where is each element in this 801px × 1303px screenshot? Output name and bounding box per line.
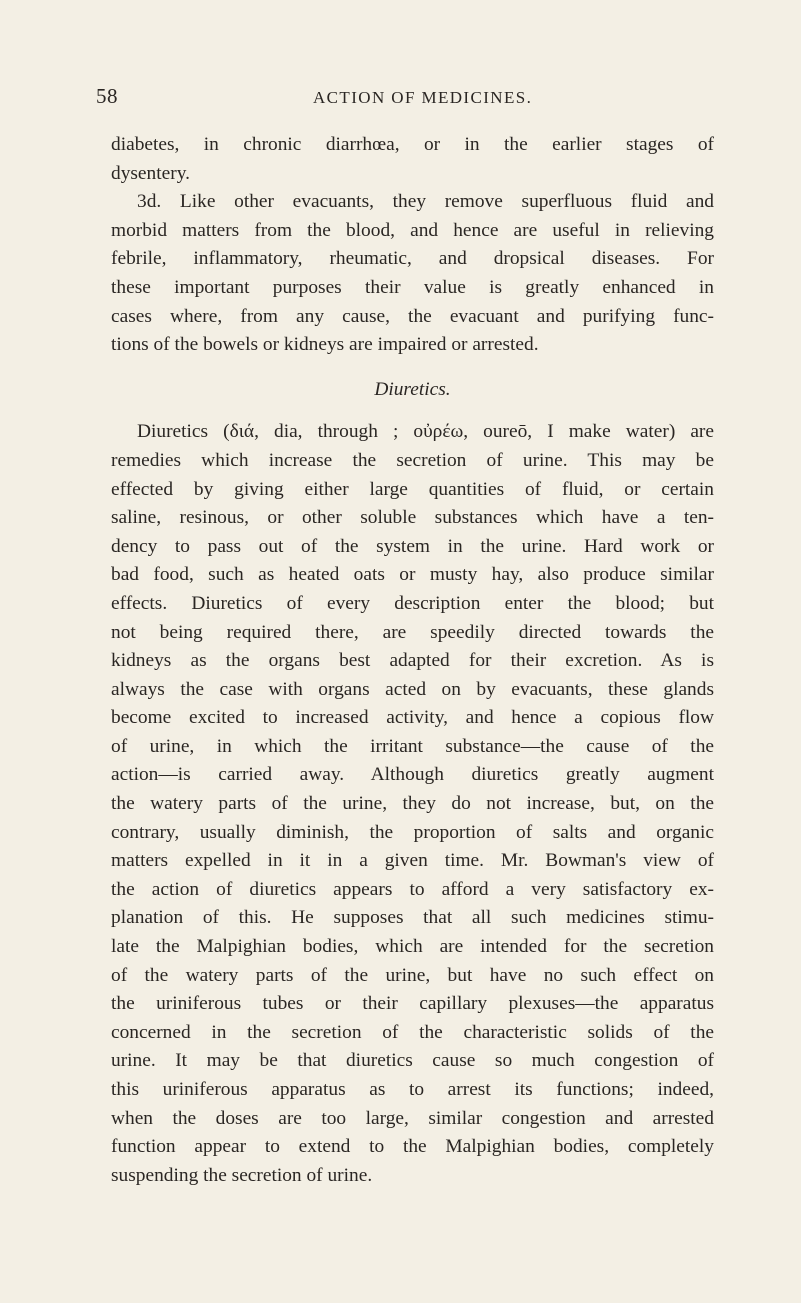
text-line: kidneys as the organs best adapted for their excretion. As is bbox=[111, 650, 714, 672]
text-line: cases where, from any cause, the evacuant and purifying func- bbox=[111, 305, 714, 327]
text-line: action—is carried away. Although diuretics greatly augment bbox=[111, 764, 714, 786]
text-line: suspending the secretion of urine. bbox=[111, 1164, 373, 1186]
text-line: of the watery parts of the urine, but have no such effect on bbox=[111, 964, 714, 986]
text-line: 3d. Like other evacuants, they remove superfluous fluid and bbox=[137, 191, 714, 213]
paragraph-diabetes-continuation bbox=[111, 131, 714, 188]
text-line: the action of diuretics appears to afford a very satisfactory ex- bbox=[111, 878, 714, 900]
text-line: febrile, inflammatory, rheumatic, and dropsical diseases. For bbox=[111, 248, 714, 270]
text-line: function appear to extend to the Malpighian bodies, completely bbox=[111, 1136, 714, 1158]
text-line: the uriniferous tubes or their capillary plexuses—the apparatus bbox=[111, 993, 714, 1015]
body-text bbox=[111, 131, 714, 1190]
section-heading: Diuretics. bbox=[374, 378, 451, 400]
text-line: these important purposes their value is greatly enhanced in bbox=[111, 276, 714, 298]
text-line: remedies which increase the secretion of urine. This may be bbox=[111, 449, 714, 471]
text-line: morbid matters from the blood, and hence are useful in relieving bbox=[111, 219, 714, 241]
text-line: effects. Diuretics of every description enter the blood; but bbox=[111, 592, 714, 614]
text-line: concerned in the secretion of the characteristic solids of the bbox=[111, 1021, 714, 1043]
text-line: always the case with organs acted on by evacuants, these glands bbox=[111, 678, 714, 700]
text-line: become excited to increased activity, and hence a copious flow bbox=[111, 707, 714, 729]
text-line: Diuretics (διά, dia, through ; οὐρέω, oureō, I make water) are bbox=[137, 421, 714, 443]
text-line: not being required there, are speedily directed towards the bbox=[111, 621, 714, 643]
paragraph-diuretics bbox=[111, 418, 714, 1190]
text-line: of urine, in which the irritant substance—the cause of the bbox=[111, 735, 714, 757]
text-line: urine. It may be that diuretics cause so much congestion of bbox=[111, 1050, 714, 1072]
text-line: bad food, such as heated oats or musty hay, also produce similar bbox=[111, 564, 714, 586]
text-line: planation of this. He supposes that all such medicines stimu- bbox=[111, 907, 714, 929]
text-line: the watery parts of the urine, they do not increase, but, on the bbox=[111, 793, 714, 815]
running-head bbox=[96, 84, 716, 114]
text-line: late the Malpighian bodies, which are intended for the secretion bbox=[111, 936, 714, 958]
text-line: effected by giving either large quantities of fluid, or certain bbox=[111, 478, 714, 500]
text-line: tions of the bowels or kidneys are impaired or arrested. bbox=[111, 334, 539, 356]
text-line: this uriniferous apparatus as to arrest its functions; indeed, bbox=[111, 1079, 714, 1100]
text-line: diabetes, in chronic diarrhœa, or in the earlier stages of bbox=[111, 134, 714, 155]
text-line: when the doses are too large, similar congestion and arrested bbox=[111, 1107, 714, 1129]
paragraph-evacuants bbox=[111, 188, 714, 360]
text-line: dency to pass out of the system in the urine. Hard work or bbox=[111, 535, 714, 557]
text-line: dysentery. bbox=[111, 162, 190, 184]
text-line: saline, resinous, or other soluble substances which have a ten- bbox=[111, 507, 714, 529]
text-line: contrary, usually diminish, the proportion of salts and organic bbox=[111, 821, 714, 843]
text-line: matters expelled in it in a given time. Mr. Bowman's view of bbox=[111, 850, 714, 872]
running-title: ACTION OF MEDICINES. bbox=[313, 88, 533, 107]
page-number: 58 bbox=[96, 84, 118, 108]
